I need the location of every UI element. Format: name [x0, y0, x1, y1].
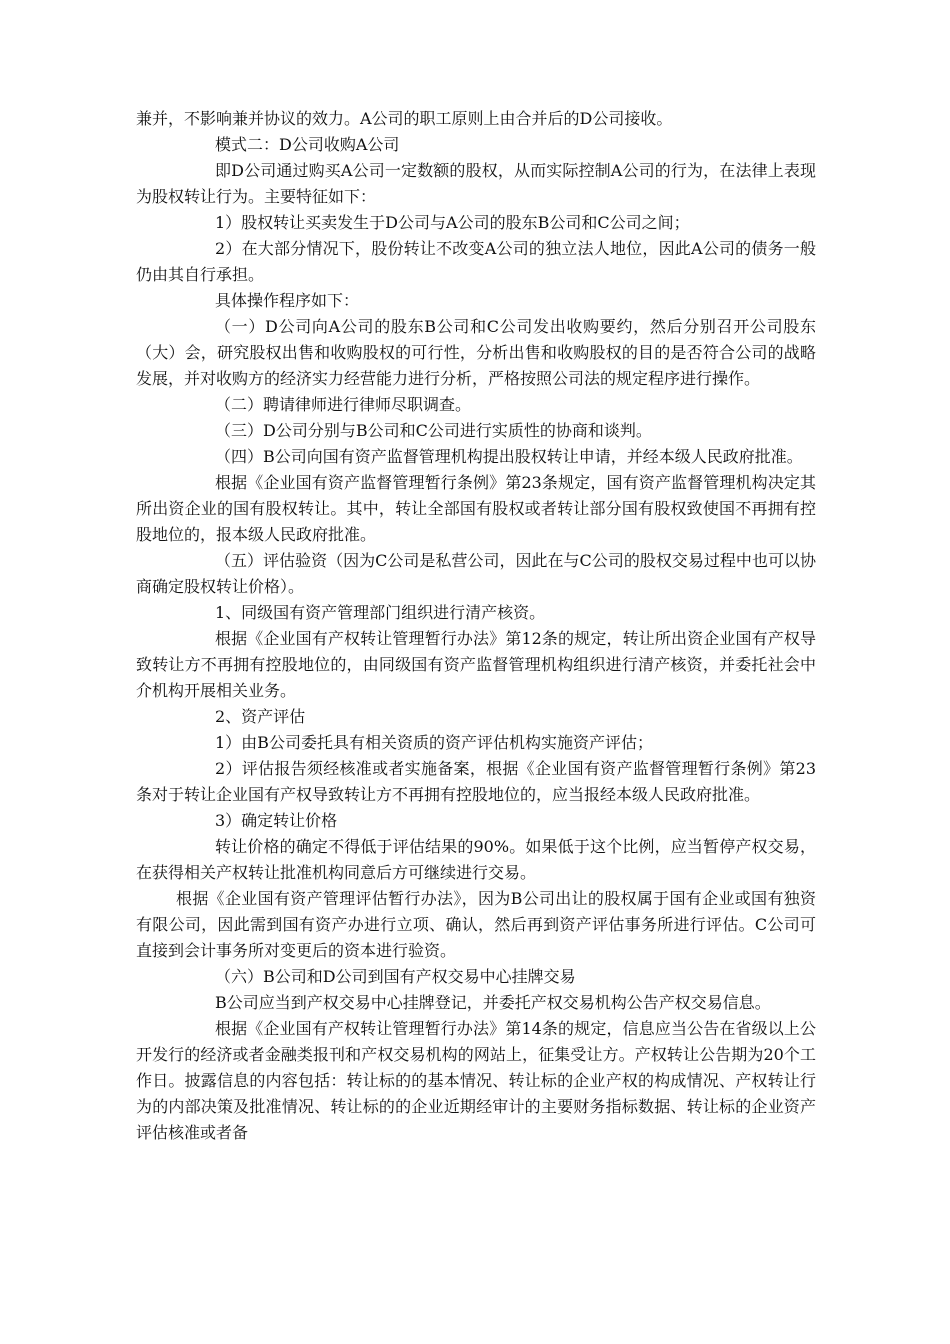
paragraph: 根据《企业国有资产管理评估暂行办法》，因为B公司出让的股权属于国有企业或国有独资有限公司，因此需到国有资产办进行立项、确认，然后再到资产评估事务所进行评估。C公司可直接到会计事务所对变更后的资本进行验资。 [136, 889, 816, 960]
paragraph: 1、同级国有资产管理部门组织进行清产核资。 [215, 603, 546, 622]
paragraph: 根据《企业国有产权转让管理暂行办法》第12条的规定，转让所出资企业国有产权导致转让方不再拥有控股地位的，由同级国有资产监督管理机构组织进行清产核资，并委托社会中介机构开展相关业务。 [136, 629, 816, 700]
paragraph: （一）D公司向A公司的股东B公司和C公司发出收购要约，然后分别召开公司股东（大）会，研究股权出售和收购股权的可行性，分析出售和收购股权的目的是否符合公司的战略发展，并对收购方的经济实力经营能力进行分析，严格按照公司法的规定程序进行操作。 [136, 317, 816, 388]
paragraph: 根据《企业国有产权转让管理暂行办法》第14条的规定，信息应当公告在省级以上公开发行的经济或者金融类报刊和产权交易机构的网站上，征集受让方。产权转让公告期为20个工作日。披露信息的内容包括：转让标的的基本情况、转让标的企业产权的构成情况、产权转让行为的内部决策及批准情况、转让标的的企业近期经审计的主要财务指标数据、转让标的企业资产评估核准或者备 [136, 1019, 816, 1142]
paragraph: 模式二：D公司收购A公司 [215, 135, 400, 154]
document-page [136, 106, 816, 1146]
paragraph: 具体操作程序如下： [215, 291, 360, 310]
paragraph: 2、资产评估 [215, 707, 306, 726]
paragraph: （五）评估验资（因为C公司是私营公司，因此在与C公司的股权交易过程中也可以协商确定股权转让价格）。 [136, 551, 816, 596]
paragraph: B公司应当到产权交易中心挂牌登记，并委托产权交易机构公告产权交易信息。 [215, 993, 771, 1012]
paragraph: 转让价格的确定不得低于评估结果的90%。如果低于这个比例，应当暂停产权交易，在获得相关产权转让批准机构同意后方可继续进行交易。 [136, 837, 816, 882]
paragraph: 3）确定转让价格 [215, 811, 338, 830]
paragraph: （二）聘请律师进行律师尽职调查。 [215, 395, 472, 414]
paragraph: 2）评估报告须经核准或者实施备案，根据《企业国有资产监督管理暂行条例》第23条对于转让企业国有产权导致转让方不再拥有控股地位的，应当报经本级人民政府批准。 [136, 759, 816, 804]
paragraph: 即D公司通过购买A公司一定数额的股权，从而实际控制A公司的行为，在法律上表现为股权转让行为。主要特征如下： [136, 161, 816, 206]
paragraph: （六）B公司和D公司到国有产权交易中心挂牌交易 [215, 967, 576, 986]
paragraph: 2）在大部分情况下，股份转让不改变A公司的独立法人地位，因此A公司的债务一般仍由其自行承担。 [136, 239, 816, 284]
paragraph: （四）B公司向国有资产监督管理机构提出股权转让申请，并经本级人民政府批准。 [215, 447, 803, 466]
paragraph: 根据《企业国有资产监督管理暂行条例》第23条规定，国有资产监督管理机构决定其所出资企业的国有股权转让。其中，转让全部国有股权或者转让部分国有股权致使国不再拥有控股地位的，报本级人民政府批准。 [136, 473, 816, 544]
paragraph: （三）D公司分别与B公司和C公司进行实质性的协商和谈判。 [215, 421, 652, 440]
paragraph: 1）由B公司委托具有相关资质的资产评估机构实施资产评估； [215, 733, 653, 752]
paragraph: 1）股权转让买卖发生于D公司与A公司的股东B公司和C公司之间； [215, 213, 690, 232]
paragraph: 兼并，不影响兼并协议的效力。A公司的职工原则上由合并后的D公司接收。 [136, 109, 673, 128]
